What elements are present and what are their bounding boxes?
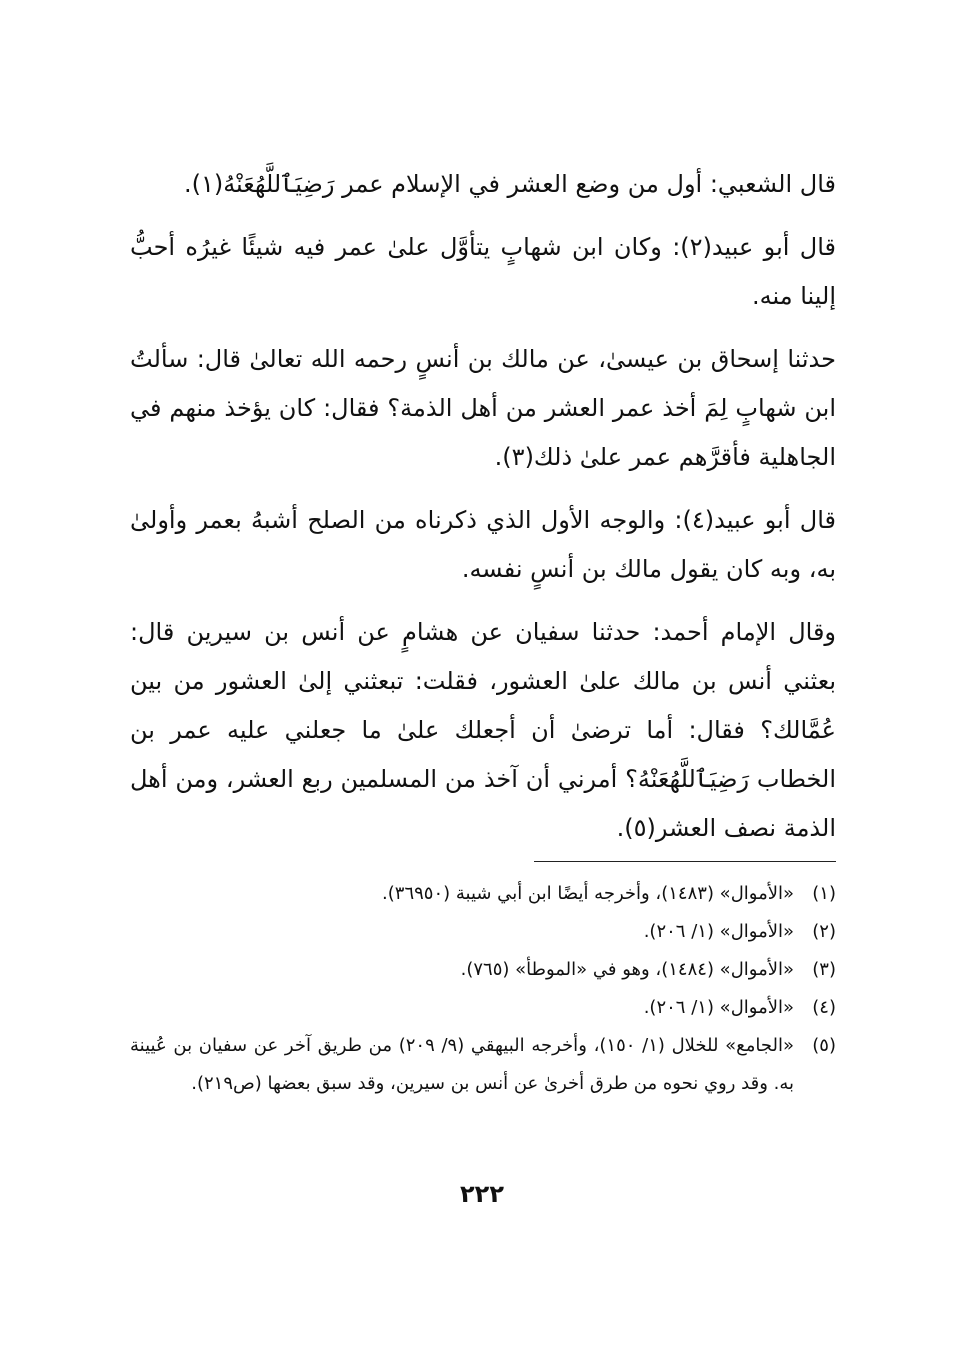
footnote-text: «الأموال» (١/ ٢٠٦). (643, 921, 794, 942)
paragraph: قال أبو عبيد(٤): والوجه الأول الذي ذكرناه من الصلح أشبهُ بعمر وأولىٰ به، وبه كان يقول مالك بن أنسٍ نفسه. (130, 506, 836, 583)
footnotes (130, 875, 836, 1103)
footnote-number: (٤) (812, 997, 836, 1018)
footnote-item (130, 951, 836, 989)
footnote-text: «الأموال» (١٤٨٣)، وأخرجه أيضًا ابن أبي شيبة (٣٦٩٥٠). (382, 883, 794, 904)
main-text (130, 160, 836, 853)
page-number: ٢٢٢ (460, 1180, 504, 1208)
footnote-item (130, 913, 836, 951)
footnote-item (130, 989, 836, 1027)
footnote-item (130, 1027, 836, 1103)
footnote-text: «الجامع» للخلال (١/ ١٥٠)، وأخرجه البيهقي (٩/ ٢٠٩) من طريق آخر عن سفيان بن عُيينة به. وقد روي نحوه من طرق أخرىٰ عن أنس بن سيرين، وقد سبق بعضها (ص٢١٩). (130, 1035, 795, 1094)
paragraph: وقال الإمام أحمد: حدثنا سفيان عن هشامٍ عن أنس بن سيرين قال: بعثني أنس بن مالك علىٰ العشور، فقلت: تبعثني إلىٰ العشور من بين عُمَّالك؟ فقال: أما ترضىٰ أن أجعلك علىٰ ما جعلني عليه عمر بن الخطاب رَضِيَٱللَّهُعَنْهُ؟ أمرني أن آخذ من المسلمين ربع العشر، ومن أهل الذمة نصف العشر(٥). (130, 618, 836, 842)
footnote-item (130, 875, 836, 913)
paragraph: حدثنا إسحاق بن عيسىٰ، عن مالك بن أنسٍ رحمه الله تعالىٰ قال: سألتُ ابن شهابٍ لِمَ أخذ عمر العشر من أهل الذمة؟ فقال: كان يؤخذ منهم في الجاهلية فأقرَّهم عمر علىٰ ذلك(٣). (130, 345, 836, 471)
footnote-number: (٥) (812, 1035, 836, 1056)
footnote-number: (١) (812, 883, 836, 904)
footnote-number: (٣) (812, 959, 836, 980)
footnote-divider (534, 861, 836, 862)
footnote-number: (٢) (812, 921, 836, 942)
paragraph: قال أبو عبيد(٢): وكان ابن شهابٍ يتأوَّل علىٰ عمر فيه شيئًا غيرُه أحبُّ إلينا منه. (130, 233, 836, 310)
footnote-text: «الأموال» (١٤٨٤)، وهو في «الموطأ» (٧٦٥). (460, 959, 794, 980)
paragraph: قال الشعبي: أول من وضع العشر في الإسلام عمر رَضِيَٱللَّهُعَنْهُ(١). (183, 170, 836, 198)
page-content (130, 160, 836, 1094)
footnote-text: «الأموال» (١/ ٢٠٦). (643, 997, 794, 1018)
